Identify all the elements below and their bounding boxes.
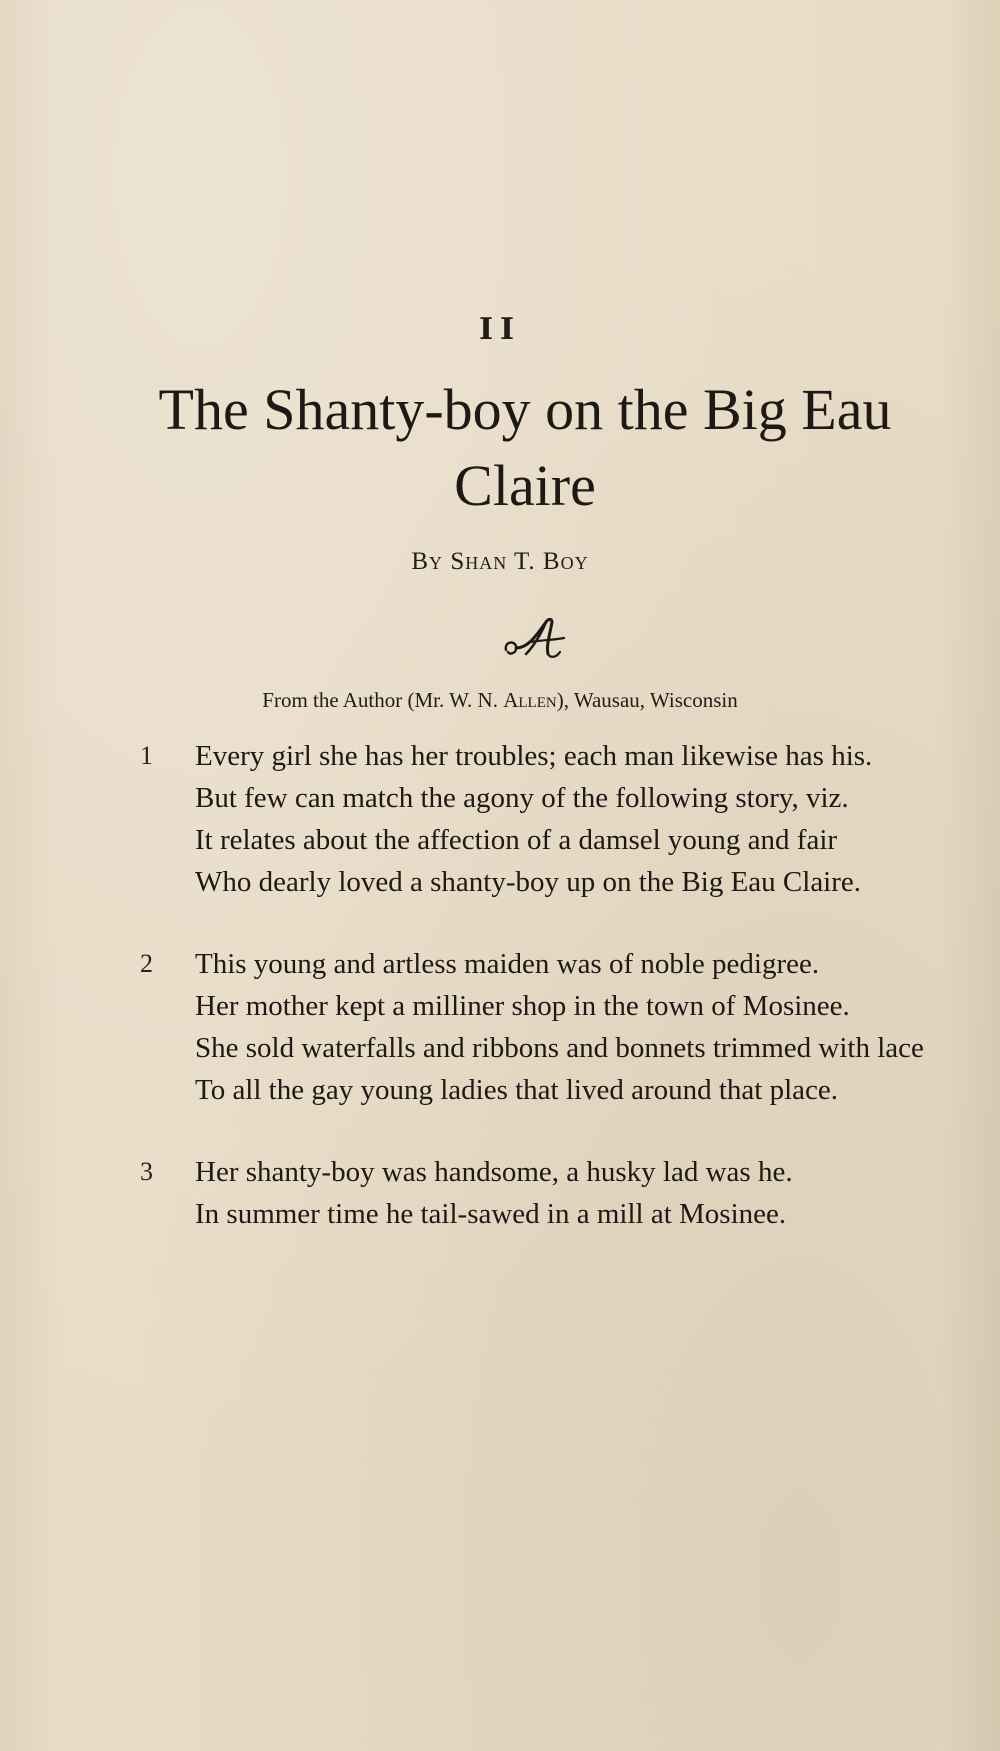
source-text-before: From the Author (Mr. W. N. <box>262 688 498 712</box>
stanza-number: 1 <box>140 741 153 770</box>
source-attribution <box>0 688 1000 713</box>
chapter-number: II <box>478 312 522 347</box>
verse-line: Her shanty-boy was handsome, a husky lad was he. <box>195 1156 793 1188</box>
stanza <box>140 1151 940 1235</box>
verse-line: Who dearly loved a shanty-boy up on the Big Eau Claire. <box>195 866 862 898</box>
poem-title: The Shanty-boy on the Big Eau Claire <box>158 377 892 518</box>
poem-body <box>140 735 940 1275</box>
script-a-flourish-icon <box>502 614 582 662</box>
verse-line: Every girl she has her troubles; each man likewise has his. <box>195 740 873 772</box>
stanza <box>140 735 940 903</box>
verse-line: It relates about the affection of a damsel young and fair <box>195 824 838 856</box>
byline <box>0 548 1000 576</box>
verse-line: In summer time he tail-sawed in a mill at Mosinee. <box>195 1198 787 1230</box>
stanza-number: 2 <box>140 949 153 978</box>
verse-line: But few can match the agony of the following story, viz. <box>195 782 849 814</box>
byline-author: Shan T. Boy <box>450 548 589 575</box>
verse-line: To all the gay young ladies that lived around that place. <box>195 1074 839 1106</box>
source-text-after: ), Wausau, Wisconsin <box>556 688 738 712</box>
verse-line: Her mother kept a milliner shop in the town of Mosinee. <box>195 990 850 1022</box>
stanza-number: 3 <box>140 1157 153 1186</box>
stanza <box>140 943 940 1111</box>
verse-line: This young and artless maiden was of noble pedigree. <box>195 948 820 980</box>
source-author-name: Allen <box>503 688 557 712</box>
verse-line: She sold waterfalls and ribbons and bonnets trimmed with lace <box>195 1032 924 1064</box>
byline-prefix: By <box>411 548 444 575</box>
